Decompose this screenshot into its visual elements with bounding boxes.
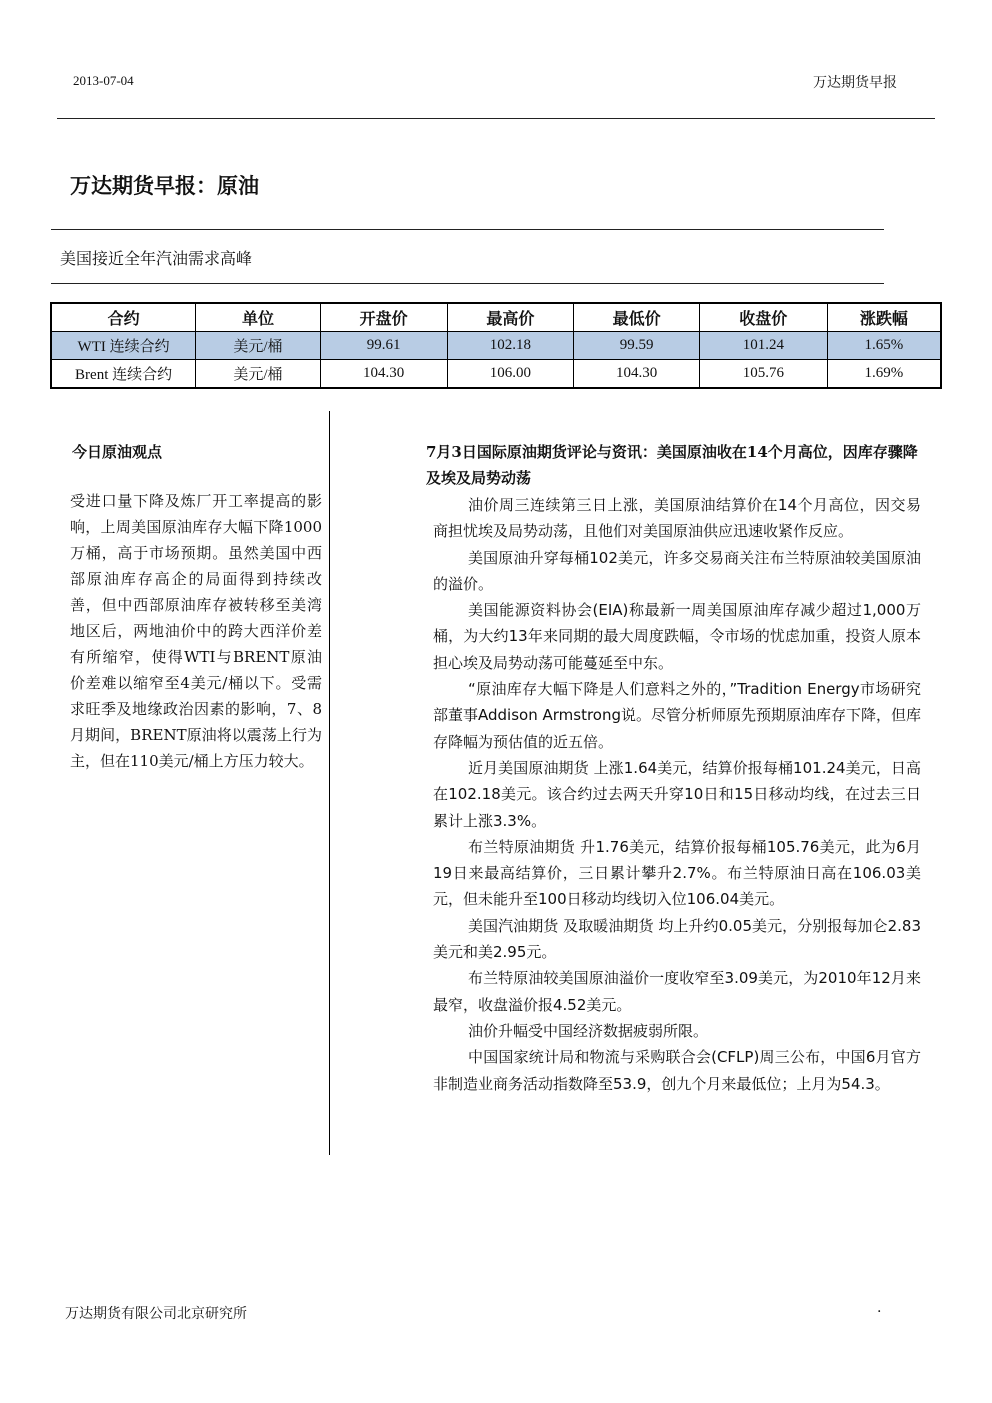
news-paragraph: “原油库存大幅下降是人们意料之外的，”Tradition Energy市场研究部董事Addison Armstrong说。尽管分析师原先预期原油库存下降，但库存降幅为预估值的近五倍。	[433, 680, 921, 751]
col-header-low: 最低价	[574, 303, 700, 332]
col-header-unit: 单位	[196, 303, 321, 332]
cell-unit: 美元/桶	[196, 332, 321, 360]
column-divider	[329, 411, 330, 1155]
cell-unit: 美元/桶	[196, 360, 321, 389]
news-paragraph: 美国能源资料协会(EIA)称最新一周美国原油库存减少超过1,000万桶，为大约13年来同期的最大周度跌幅，令市场的忧虑加重，投资人原本担心埃及局势动荡可能蔓延至中东。	[433, 601, 921, 672]
table-row	[51, 360, 941, 389]
cell-high: 106.00	[447, 360, 574, 389]
col-header-open: 开盘价	[320, 303, 447, 332]
price-table	[50, 302, 942, 389]
outlook-body: 受进口量下降及炼厂开工率提高的影响，上周美国原油库存大幅下降1000万桶，高于市场预期。虽然美国中西部原油库存高企的局面得到持续改善，但中西部原油库存被转移至美湾地区后，两地油价中的跨大西洋价差有所缩窄，使得WTI与BRENT原油价差难以缩窄至4美元/桶以下。受需求旺季及地缘政治因素的影响，7、8月期间，BRENT原油将以震荡上行为主，但在110美元/桶上方压力较大。	[70, 492, 322, 770]
publication-name: 万达期货早报	[813, 75, 897, 91]
table-row	[51, 332, 941, 360]
page-title: 万达期货早报：原油	[70, 173, 259, 198]
news-paragraph: 美国原油升穿每桶102美元，许多交易商关注布兰特原油较美国原油的溢价。	[433, 548, 921, 593]
news-paragraph: 近月美国原油期货 上涨1.64美元，结算价报每桶101.24美元，日高在102.18美元。该合约过去两天升穿10日和15日移动均线，在过去三日累计上涨3.3%。	[433, 758, 921, 830]
report-date: 2013-07-04	[73, 73, 134, 88]
news-paragraph: 油价周三连续第三日上涨，美国原油结算价在14个月高位，因交易商担忧埃及局势动荡，且他们对美国原油供应迅速收紧作反应。	[433, 496, 921, 541]
header-rule	[57, 118, 935, 119]
cell-open: 104.30	[320, 360, 447, 389]
news-paragraph: 油价升幅受中国经济数据疲弱所限。	[468, 1021, 709, 1040]
col-header-change: 涨跌幅	[827, 303, 941, 332]
col-header-contract: 合约	[51, 303, 196, 332]
page-subtitle: 美国接近全年汽油需求高峰	[60, 249, 253, 268]
footer-mark: .	[877, 1300, 882, 1316]
cell-close: 101.24	[699, 332, 827, 360]
col-header-close: 收盘价	[699, 303, 827, 332]
news-heading: 7月3日国际原油期货评论与资讯：美国原油收在14个月高位，因库存骤降及埃及局势动荡	[426, 443, 918, 487]
subtitle-rule-top	[51, 229, 884, 230]
cell-low: 104.30	[574, 360, 700, 389]
news-paragraph: 布兰特原油较美国原油溢价一度收窄至3.09美元，为2010年12月来最窄，收盘溢价报4.52美元。	[433, 969, 921, 1014]
cell-close: 105.76	[699, 360, 827, 389]
news-paragraph: 中国国家统计局和物流与采购联合会(CFLP)周三公布，中国6月官方非制造业商务活动指数降至53.9，创九个月来最低位；上月为54.3。	[433, 1048, 921, 1093]
outlook-heading: 今日原油观点	[72, 443, 163, 461]
col-header-high: 最高价	[447, 303, 574, 332]
table-header-row	[51, 303, 941, 332]
cell-high: 102.18	[447, 332, 574, 360]
footer-organization: 万达期货有限公司北京研究所	[65, 1306, 247, 1322]
news-body	[433, 492, 921, 1097]
subtitle-rule-bottom	[51, 283, 884, 284]
cell-change: 1.69%	[827, 360, 941, 389]
cell-change: 1.65%	[827, 332, 941, 360]
cell-contract: WTI 连续合约	[51, 332, 196, 360]
cell-low: 99.59	[574, 332, 700, 360]
cell-contract: Brent 连续合约	[51, 360, 196, 389]
cell-open: 99.61	[320, 332, 447, 360]
news-paragraph: 美国汽油期货 及取暖油期货 均上升约0.05美元，分别报每加仑2.83美元和美2.95元。	[433, 916, 921, 962]
news-paragraph: 布兰特原油期货 升1.76美元，结算价报每桶105.76美元，此为6月19日来最高结算价，三日累计攀升2.7%。布兰特原油日高在106.03美元，但未能升至100日移动均线切入位106.04美元。	[433, 837, 921, 909]
